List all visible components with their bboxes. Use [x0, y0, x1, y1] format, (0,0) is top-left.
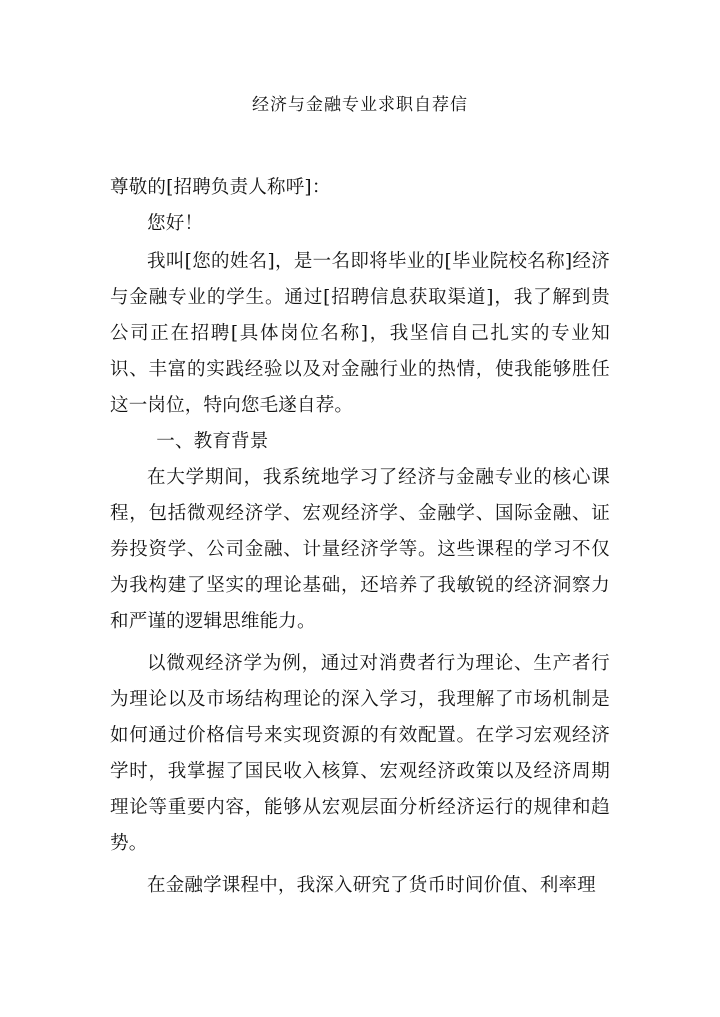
education-paragraph-2: 以微观经济学为例，通过对消费者行为理论、生产者行为理论以及市场结构理论的深入学习，我理解了市场机制是如何通过价格信号来实现资源的有效配置。在学习宏观经济学时，我掌握了国民收入核算、宏观经济政策以及经济周期理论等重要内容，能够从宏观层面分析经济运行的规律和趋势。 [110, 653, 610, 854]
greeting: 您好！ [147, 213, 204, 234]
education-paragraph-3: 在金融学课程中，我深入研究了货币时间价值、利率理 [147, 875, 596, 896]
letter-body [110, 170, 610, 904]
intro-paragraph: 我叫[您的姓名]，是一名即将毕业的[毕业院校名称]经济与金融专业的学生。通过[招聘信息获取渠道]，我了解到贵公司正在招聘[具体岗位名称]，我坚信自己扎实的专业知识、丰富的实践经验以及对金融行业的热情，使我能够胜任这一岗位，特向您毛遂自荐。 [110, 251, 610, 416]
document-title: 经济与金融专业求职自荐信 [252, 95, 468, 115]
section-heading-education: 一、教育背景 [156, 431, 269, 452]
education-paragraph-1: 在大学期间，我系统地学习了经济与金融专业的核心课程，包括微观经济学、宏观经济学、金融学、国际金融、证券投资学、公司金融、计量经济学等。这些课程的学习不仅为我构建了坚实的理论基础，还培养了我敏锐的经济洞察力和严谨的逻辑思维能力。 [110, 467, 610, 632]
salutation: 尊敬的[招聘负责人称呼]： [110, 177, 331, 198]
